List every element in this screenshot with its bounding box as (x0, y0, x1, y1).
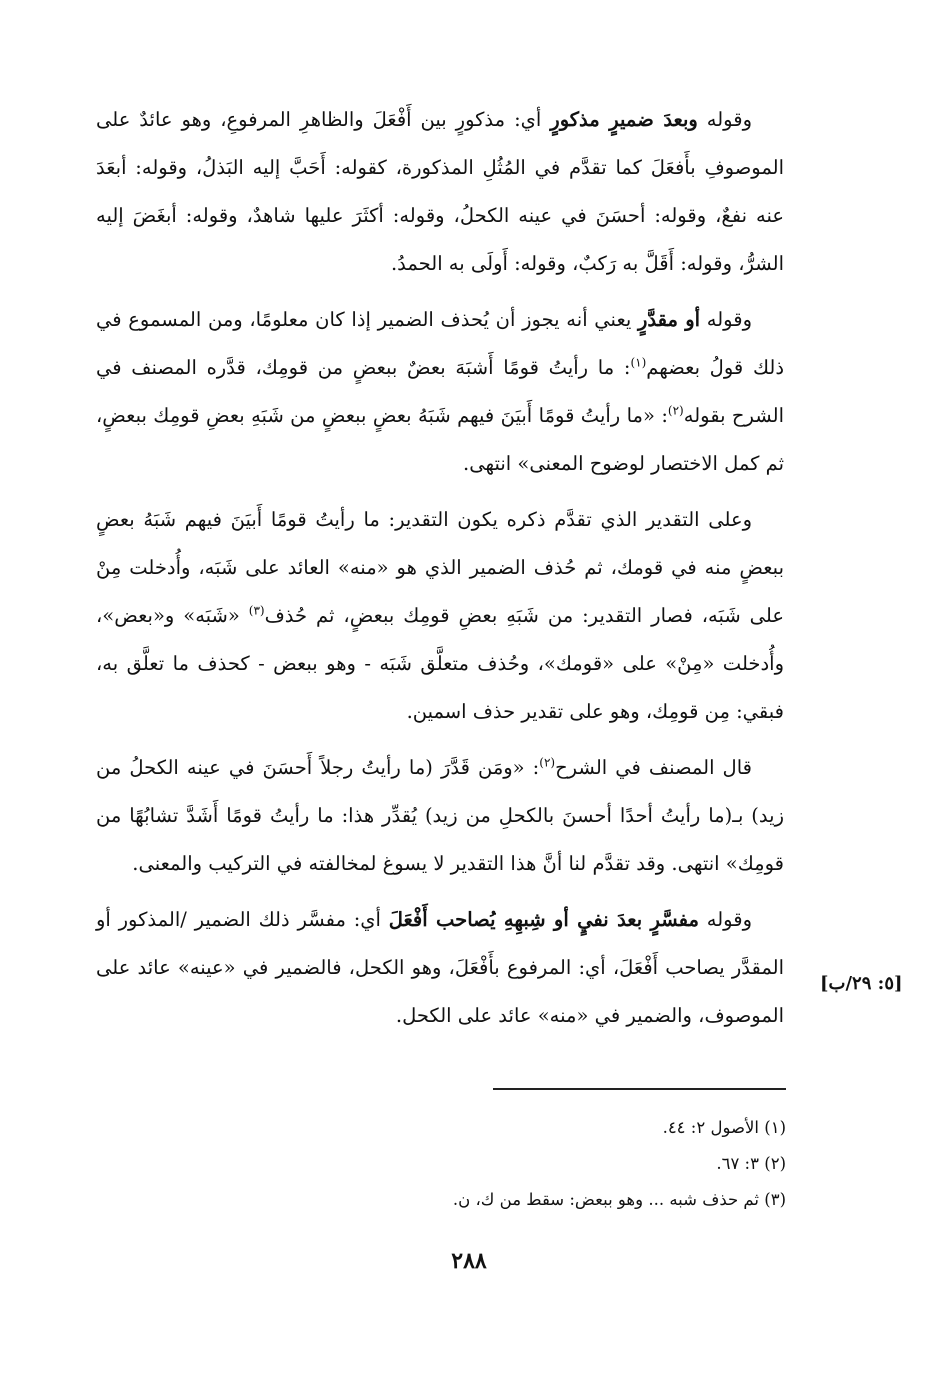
text-run: يعني أنه يجوز أن يُحذف الضمير إذا كان معلومًا، ومن المسموع في ذلك قولُ بعضهم (96, 308, 785, 379)
text-run: وقوله (700, 308, 752, 331)
text-run: أي: مفسَّر ذلك الضمير /المذكور أو المقدَّر يصاحب أَفْعَلَ، أي: المرفوع بأَفْعَلَ، وهو الكحل، فالضمير في «عينه» عائد على الموصوف، والضمير في «منه» عائد على الكحل. (96, 908, 784, 1027)
footnote-ref: (٢) (539, 755, 556, 770)
paragraph-1 (96, 96, 784, 288)
text-run: : «ومَن قَدَّرَ (ما رأيتُ رجلاً أَحسَنَ في عينه الكحلُ من زيد) بـ(ما رأيتُ أحدًا أحسنَ بالكحلِ من زيد) يُقدِّر هذا: ما رأيتُ قومًا أَشَدَّ تشابُهًا من قومِك» انتهى. وقد تقدَّم لنا أنَّ هذا التقدير لا يسوغ لمخالفته في التركيب والمعنى. (96, 756, 784, 875)
text-run: «شَبَه» و«بعض»، وأُدخلت «مِنْ» على «قومك»، وحُذف متعلَّق شَبَه - وهو ببعض - كحذف ما تعلَّق به، فبقي: مِن قومِك، وهو على تقدير حذف اسمين. (96, 604, 784, 723)
footnote-3: (٣) ثم حذف شبه ... وهو ببعض: سقط من ك، ن. (452, 1190, 786, 1209)
main-text (96, 96, 784, 1048)
quoted-term: أو مقدَّرٍ (637, 308, 701, 331)
text-run: أي: مذكورٍ بين أَفْعَلَ والظاهرِ المرفوعِ، وهو عائدٌ على الموصوفِ بأَفعَلَ كما تقدَّم في المُثُلِ المذكورة، كقوله: أَحَبَّ إليه البَذلُ، وقوله: أبعَدَ عنه نفعٌ، وقوله: أحسَنَ في عينه الكحلُ، وقوله: أكثَرَ عليها شاهدٌ، وقوله: أبغَضَ إليه الشرُّ، وقوله: أَقَلَّ به رَكبٌ، وقوله: أَولَى به الحمدُ. (96, 108, 784, 275)
text-run: قال المصنف في الشرح (555, 756, 752, 779)
footnote-ref: (١) (630, 355, 647, 370)
footnote-1: (١) الأصول ٢: ٤٤. (662, 1118, 786, 1137)
text-run: : «ما رأيتُ قومًا أَبيَنَ فيهم شَبَهُ بعضٍ ببعضٍ من شَبَهِ بعضِ قومِك ببعضٍ، ثم كمل الاختصار لوضوح المعنى» انتهى. (96, 404, 784, 475)
footnote-2: (٢) ٣: ٦٧. (716, 1154, 786, 1173)
footnotes (300, 1110, 786, 1218)
page-number: ٢٨٨ (451, 1248, 487, 1274)
text-run: وقوله (697, 108, 752, 131)
paragraph-5 (96, 896, 784, 1040)
text-run: وقوله (698, 908, 752, 931)
footnote-separator (493, 1088, 786, 1090)
paragraph-3 (96, 496, 784, 736)
footnote-ref: (٣) (248, 603, 265, 618)
text-run: : ما رأيتُ قومًا أَشبَهَ بعضٌ ببعضٍ من قومِك، قدَّره المصنف في الشرح بقوله (96, 356, 784, 427)
paragraph-2 (96, 296, 784, 488)
quoted-term: وبعدَ ضميرٍ مذكورٍ (550, 108, 698, 131)
quoted-term: مفسَّرٍ بعدَ نفيٍ أو شِبهِهِ يُصاحب أَفْعَلَ (388, 908, 699, 931)
footnote-ref: (٢) (667, 403, 684, 418)
paragraph-4 (96, 744, 784, 888)
text-run: وعلى التقدير الذي تقدَّم ذكره يكون التقدير: ما رأيتُ قومًا أَبيَنَ فيهم شَبَهُ بعضٍ ببعضٍ منه في قومك، ثم حُذف الضمير الذي هو «منه» العائد على شَبَه، وأُدخلت مِنْ على شَبَه، فصار التقدير: من شَبَهِ بعضِ قومِك ببعضٍ، ثم حُذف (96, 508, 785, 627)
manuscript-folio-reference: [٥: ٢٩/ب] (820, 973, 903, 994)
